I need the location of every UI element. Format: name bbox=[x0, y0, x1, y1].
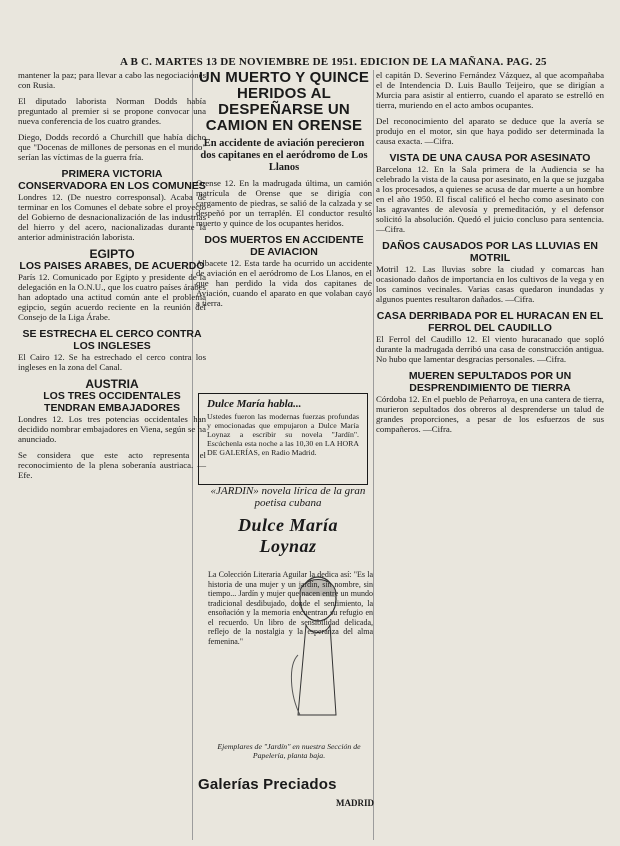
store-name: Galerías Preciados bbox=[198, 776, 337, 793]
article-body: Del reconocimiento del aparato se deduce que la avería se produjo en el motor, sin que haya podido ser determinada la causa exacta. —Cifra. bbox=[376, 116, 604, 146]
headline: MUEREN SEPULTADOS POR UN DESPRENDIMIENTO DE TIERRA bbox=[408, 370, 572, 394]
article-body: el capitán D. Severino Fernández Vázquez, al que acompañaba el de Intendencia D. Luis Baullo Teijeiro, que se dirigían a Murcia para asistir al entierro, cuando el aparato se estrelló en tierra, muriendo en el acto ambos ocupantes. bbox=[376, 70, 604, 110]
headline: PRIMERA VICTORIA CONSERVADORA EN LOS COMUNES bbox=[18, 168, 206, 192]
section-headline: EGIPTO bbox=[89, 247, 135, 261]
box-text: Ustedes fueron las modernas fuerzas profundas y emocionadas que empujaron a Dulce María Loynaz a escribir su novela "Jardín". Escúchenla esta noche a las 10,30 en LA HORA DE GALERÍAS, en Radio Madrid. bbox=[207, 412, 359, 457]
main-headline: UN MUERTO Y QUINCE HERIDOS AL DESPEÑARSE UN CAMION EN ORENSE bbox=[198, 69, 370, 134]
ad-footnote: Ejemplares de "Jardín" en nuestra Sección de Papelería, planta baja. bbox=[217, 742, 361, 760]
box-title: Dulce María habla... bbox=[207, 398, 302, 410]
column-right bbox=[376, 70, 604, 440]
article-body: Londres 12. Los tres potencias occidentales han decidido nombrar embajadores en Viena, según se ha anunciado. bbox=[18, 414, 206, 444]
article-body: Orense 12. En la madrugada última, un camión matrícula de Orense que se dirigía con cargamento de piedras, se salió de la calzada y se despeñó por un terraplén. El conductor resultó muerto y quince de los ocupantes heridos. bbox=[196, 178, 372, 228]
article-body: Albacete 12. Esta tarde ha ocurrido un accidente de aviación en el aeródromo de Los Llanos, en el que han perdido la vida dos capitanes de Aviación, cuando el aparato en que volaban cayó a tierra. bbox=[196, 258, 372, 308]
headline: DAÑOS CAUSADOS POR LAS LLUVIAS EN MOTRIL bbox=[382, 240, 598, 264]
ad-title: Dulce María Loynaz bbox=[238, 515, 338, 556]
article-body: El Cairo 12. Se ha estrechado el cerco contra los ingleses en la zona del Canal. bbox=[18, 352, 206, 372]
column-left bbox=[18, 70, 206, 486]
column-rule-2 bbox=[373, 70, 374, 840]
headline: LOS PAISES ARABES, DE ACUERDO bbox=[19, 260, 205, 272]
headline: SE ESTRECHA EL CERCO CONTRA LOS INGLESES bbox=[22, 328, 202, 352]
article-body: mantener la paz; para llevar a cabo las negociaciones con Rusia. bbox=[18, 70, 206, 90]
article-body: Córdoba 12. En el pueblo de Peñarroya, en una cantera de tierra, murieron sepultados dos obreros al desprenderse un talud de grandes proporciones, a pesar de los esfuerzos de sus compañeros. —Cifra. bbox=[376, 394, 604, 434]
article-body: Londres 12. (De nuestro corresponsal). Acaba de terminar en los Comunes el debate sobre el proyecto del Gobierno de desnacionalización de las industrias del hierro y del acero, nacionalizadas durante la anterior administración laborista. bbox=[18, 192, 206, 242]
article-body: El diputado laborista Norman Dodds había preguntado al premier si se propone convocar una nueva conferencia de los cuatro grandes. bbox=[18, 96, 206, 126]
store-city: MADRID bbox=[336, 798, 374, 808]
radio-notice-box bbox=[198, 393, 368, 485]
ad-body: La Colección Literaria Aguilar la dedica así: "Es la historia de una mujer y un jardín, sin nombre, sin tiempo... Jardín y mujer que nacen entre un mundo tradicional desdibujado, donde el sentimiento, la ensoñación y la memoria encuentran su refugio en el recuerdo. Un libro de sensibilidad delicada, reflejo de la nostalgia y la esperanza del alma femenina." bbox=[208, 570, 373, 646]
column-center bbox=[196, 70, 372, 314]
section-headline: AUSTRIA bbox=[85, 377, 139, 391]
masthead: A B C. MARTES 13 DE NOVIEMBRE DE 1951. EDICION DE LA MAÑANA. PAG. 25 bbox=[120, 56, 547, 68]
article-body: Diego, Dodds recordó a Churchill que había dicho que "Docenas de millones de personas en el mundo" serían las víctimas de la guerra fría. bbox=[18, 132, 206, 162]
headline: DOS MUERTOS EN ACCIDENTE DE AVIACION bbox=[204, 234, 364, 258]
article-body: Se considera que este acto representa el reconocimiento de la plena soberanía austriaca. —Efe. bbox=[18, 450, 206, 480]
article-body: Barcelona 12. En la Sala primera de la Audiencia se ha celebrado la vista de la causa por asesinato, en la que se juzgaba a los procesados, a quienes se acusa de dar muerte a un hombre en el año 1950. El fiscal calificó el hecho como asesinato con las agravantes de alevosía y premeditación, y el defensor solicitó la absolución. Quedó el juicio concluso para sentencia. —Cifra. bbox=[376, 164, 604, 234]
headline: VISTA DE UNA CAUSA POR ASESINATO bbox=[389, 152, 591, 164]
article-body: París 12. Comunicado por Egipto y presidente de la delegación en la O.N.U., que los cuatro países árabes han adoptado una actitud común ante el problema egipcio, según acuerdo reciente en la reunión del Consejo de la Liga Árabe. bbox=[18, 272, 206, 322]
article-body: El Ferrol del Caudillo 12. El viento huracanado que sopló durante la madrugada derribó una casa de construcción antigua. No hubo que lamentar desgracias personales. —Cifra. bbox=[376, 334, 604, 364]
headline: LOS TRES OCCIDENTALES TENDRAN EMBAJADORES bbox=[43, 390, 181, 414]
ad-heading: «JARDIN» novela lírica de la gran poetisa cubana bbox=[210, 485, 366, 509]
headline: CASA DERRIBADA POR EL HURACAN EN EL FERROL DEL CAUDILLO bbox=[376, 310, 604, 334]
article-body: Motril 12. Las lluvias sobre la ciudad y comarcas han ocasionado daños de importancia en los cultivos de la vega y en los caminos vecinales. Varias casas quedaron inundadas y algunos puentes resultaron dañados. —Cifra. bbox=[376, 264, 604, 304]
subheadline: En accidente de aviación perecieron dos capitanes en el aeródromo de Los Llanos bbox=[200, 138, 368, 173]
